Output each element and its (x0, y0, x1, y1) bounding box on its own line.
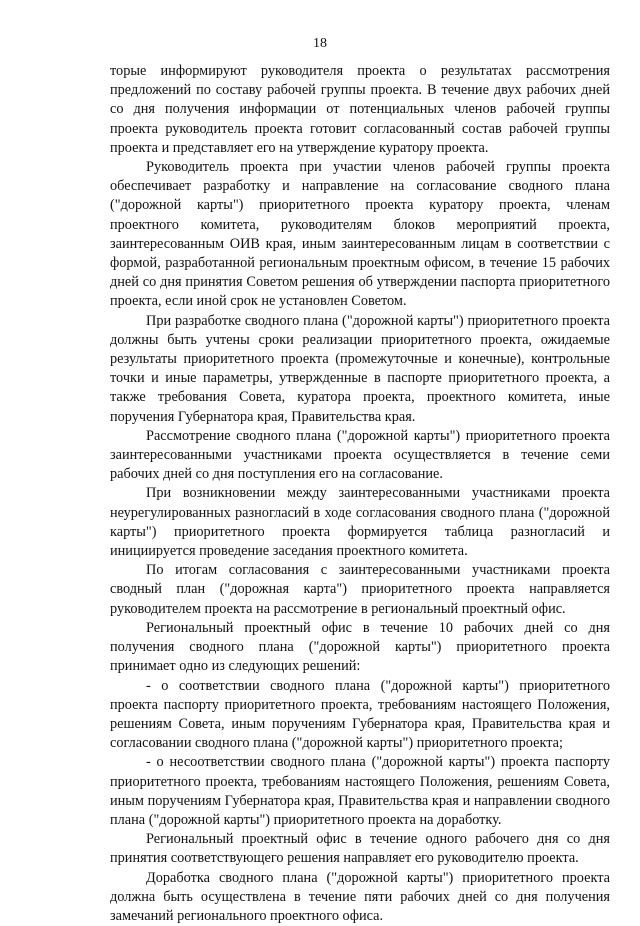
paragraph-submission: По итогам согласования с заинтересованными участниками проекта сводный план ("дорожная карта") приоритетного проекта направляется руководителем проекта на рассмотрение в региональный проектный офис. (110, 562, 610, 617)
list-item-noncompliance: - о несоответствии сводного плана ("дорожной карты") проекта паспорту приоритетного проекта, требованиям настоящего Положения, решениям Совета, иным поручениям Губернатора края, Правительства края и направлении сводного плана ("дорожной карты") приоритетного проекта на доработку. (110, 754, 610, 828)
paragraph-revision-deadline: Доработка сводного плана ("дорожной карты") приоритетного проекта должна быть осуществлена в течение пяти рабочих дней со дня получения замечаний регионального проектного офиса. (110, 869, 610, 924)
paragraph-roadmap-requirements: При разработке сводного плана ("дорожной карты") приоритетного проекта должны быть учтены сроки реализации приоритетного проекта, ожидаемые результаты приоритетного проекта (промежуточные и конечные), контрольные точки и иные параметры, утвержденные в паспорте приоритетного проекта, а также требования Совета, куратора проекта, проектного комитета, иные поручения Губернатора края, Правительства края. (110, 312, 610, 425)
paragraph-office-decision: Региональный проектный офис в течение 10 рабочих дней со дня получения сводного плана ("дорожной карты") приоритетного проекта принимает одно из следующих решений: (110, 619, 610, 675)
paragraph-roadmap-review: Рассмотрение сводного плана ("дорожной карты") приоритетного проекта заинтересованными участниками проекта осуществляется в течение семи рабочих дней со дня поступления его на согласование. (110, 427, 610, 483)
list-item-compliance: - о соответствии сводного плана ("дорожной карты") приоритетного проекта паспорту приоритетного проекта, требованиям настоящего Положения, решениям Совета, иным поручениям Губернатора края, Правительства края и согласовании сводного плана ("дорожной карты") приоритетного проекта; (110, 677, 610, 752)
paragraph-disagreements: При возникновении между заинтересованными участниками проекта неурегулированных разногласий в ходе согласования сводного плана ("дорожной карты") приоритетного проекта формируется таблица разногласий и инициируется проведение заседания проектного комитета. (110, 485, 610, 560)
paragraph-continuation: торые информируют руководителя проекта о результатах рассмотрения предложений по составу рабочей группы проекта. В течение двух рабочих дней со дня получения информации от потенциальных членов рабочей группы проекта руководитель проекта готовит согласованный состав рабочей группы проекта и представляет его на утверждение куратору проекта. (110, 63, 610, 156)
paragraph-decision-notification: Региональный проектный офис в течение одного рабочего дня со дня принятия соответствующего решения направляет его руководителю проекта. (110, 831, 610, 867)
document-body (110, 62, 610, 926)
page-number: 18 (313, 36, 327, 51)
paragraph-roadmap-development: Руководитель проекта при участии членов рабочей группы проекта обеспечивает разработку и направление на согласование сводного плана ("дорожной карты") приоритетного проекта куратору проекта, членам проектного комитета, руководителям блоков мероприятий проекта, заинтересованным ОИВ края, иным заинтересованным лицам в соответствии с формой, разработанной региональным проектным офисом, в течение 15 рабочих дней со дня принятия Советом решения об утверждении паспорта приоритетного проекта, если иной срок не установлен Советом. (110, 159, 610, 310)
